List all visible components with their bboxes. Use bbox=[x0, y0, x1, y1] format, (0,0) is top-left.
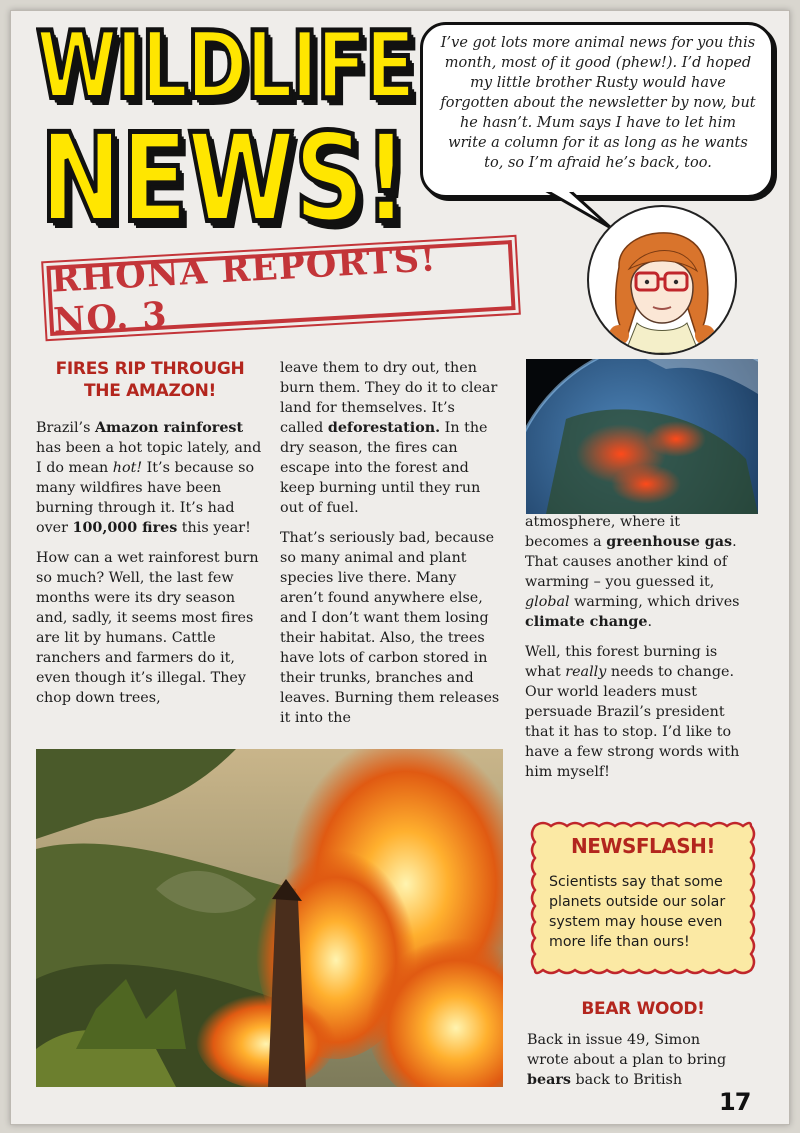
earth-fires-photo bbox=[526, 359, 758, 514]
masthead-news: NEWS! bbox=[40, 108, 408, 251]
page-number: 17 bbox=[719, 1088, 751, 1116]
article-paragraph-5: atmosphere, where it becomes a greenhouse gas. That causes another kind of warming – you guessed it, global warming, which drives climate change. bbox=[525, 514, 740, 630]
article-paragraph-2: How can a wet rainforest burn so much? Well, the last few months were its dry season and, sadly, it seems most fires are lit by humans. Cattle ranchers and farmers do it, even though it’s illegal. They chop down trees, bbox=[36, 550, 259, 706]
speech-bubble-text: I’ve got lots more animal news for you this month, most of it good (phew!). I’d hoped my little brother Rusty would have forgotten about the newsletter by now, but he hasn’t. Mum says I have to let him write a column for it as long as he wants to, so I’m afraid he’s back, too. bbox=[440, 35, 756, 171]
article-paragraph-3: leave them to dry out, then burn them. They do it to clear land for themselves. It’s called deforestation. In the dry season, the fires can escape into the forest and keep burning until they run out of fuel. bbox=[280, 360, 498, 516]
article-column-2 bbox=[280, 358, 502, 738]
masthead-wildlife: WILDLIFE bbox=[36, 12, 414, 120]
newsflash-text: Scientists say that some planets outside our solar system may house even more life than ours! bbox=[549, 874, 726, 950]
article-column-3 bbox=[525, 512, 743, 792]
newsflash-title: NEWSFLASH! bbox=[570, 834, 715, 858]
bear-wood-text: Back in issue 49, Simon wrote about a plan to bring bears back to British bbox=[527, 1032, 727, 1088]
speech-bubble bbox=[420, 22, 774, 198]
bear-wood-heading: BEAR WOOD! bbox=[581, 999, 705, 1019]
rhona-avatar bbox=[587, 205, 737, 355]
article-paragraph-4: That’s seriously bad, because so many animal and plant species live there. Many aren’t found anywhere else, and I don’t want them losing their habitat. Also, the trees have lots of carbon stored in their trunks, branches and leaves. Burning them releases it into the bbox=[280, 530, 500, 726]
article-paragraph-1: Brazil’s Amazon rainforest has been a hot topic lately, and I do mean hot! It’s because so many wildfires have been burning through it. It’s had over 100,000 fires this year! bbox=[36, 420, 262, 536]
forest-fire-photo bbox=[36, 749, 503, 1087]
article-heading: FIRES RIP THROUGH THE AMAZON! bbox=[55, 359, 245, 401]
stamp-label: RHONA REPORTS! NO. 3 bbox=[50, 238, 438, 342]
article-paragraph-6: Well, this forest burning is what really needs to change. Our world leaders must persuade Brazil’s president that it has to stop. I’d like to have a few strong words with him myself! bbox=[525, 644, 740, 780]
article-column-1 bbox=[36, 358, 264, 718]
newsflash-box bbox=[527, 818, 759, 980]
